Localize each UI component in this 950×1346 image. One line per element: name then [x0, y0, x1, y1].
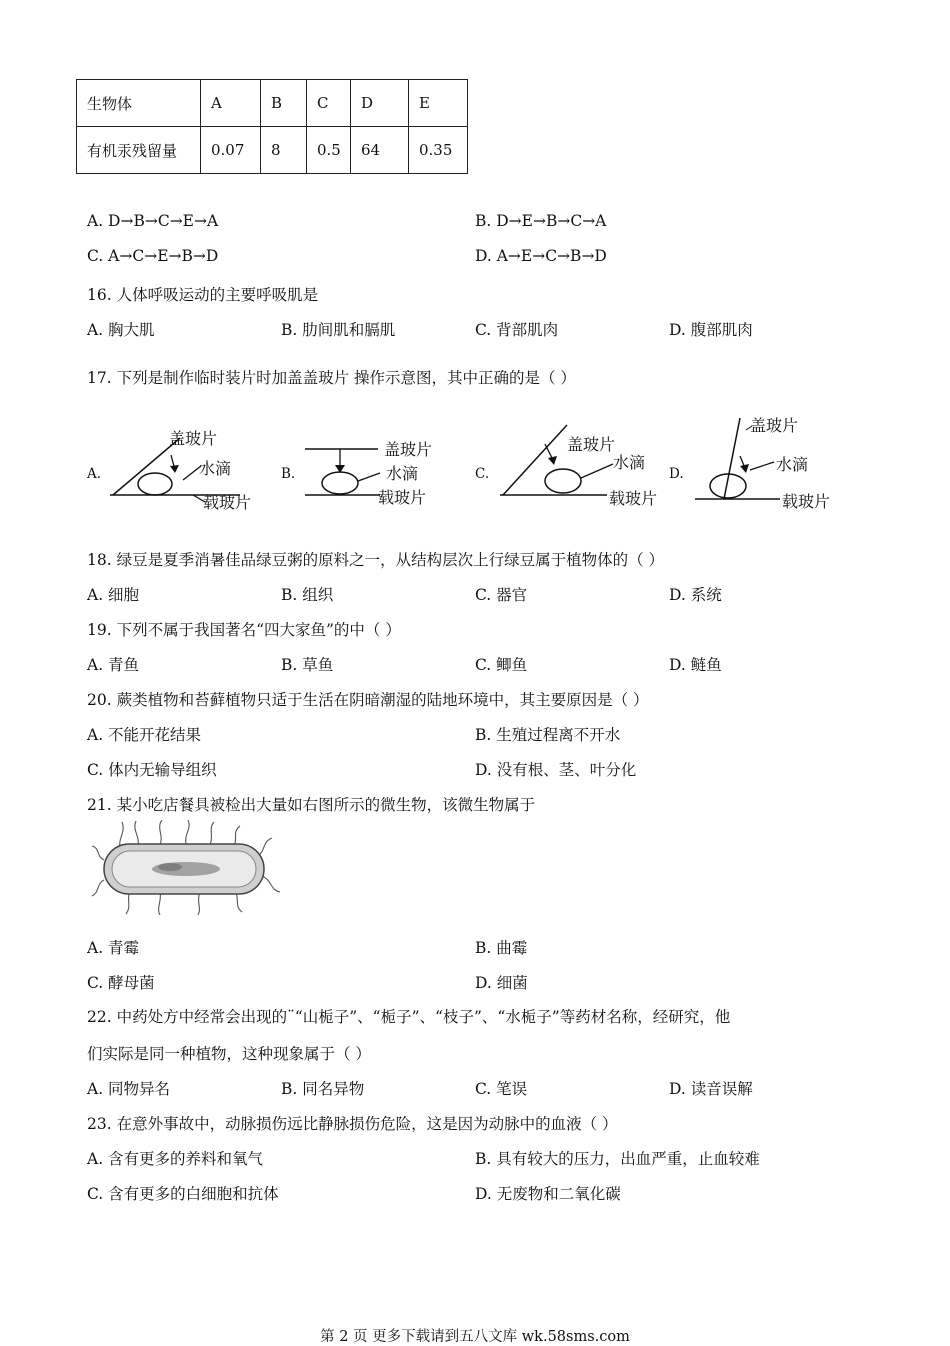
- water-drop-label: 水滴: [613, 453, 646, 472]
- q19-option-b: B. 草鱼: [281, 656, 334, 674]
- coverslip-diagram-a: [105, 420, 265, 515]
- cover-slip-label: 盖玻片: [384, 440, 433, 459]
- table-cell: 0.35: [409, 127, 468, 174]
- table-row: [77, 127, 468, 174]
- q19-stem: 19. 下列不属于我国著名“四大家鱼”的中（ ）: [87, 621, 401, 639]
- q22-option-a: A. 同物异名: [87, 1080, 171, 1098]
- table-cell: C: [307, 80, 351, 127]
- q15-option-c: C. A→C→E→B→D: [87, 247, 219, 265]
- q19-option-c: C. 鲫鱼: [475, 656, 528, 674]
- q18-option-c: C. 器官: [475, 586, 528, 604]
- water-drop-label: 水滴: [386, 464, 419, 483]
- q20-option-a: A. 不能开花结果: [87, 726, 202, 744]
- table-cell: A: [201, 80, 261, 127]
- table-cell: D: [351, 80, 409, 127]
- bacterium-illustration: [90, 820, 285, 915]
- q21-option-c: C. 酵母菌: [87, 974, 155, 992]
- table-cell: 0.5: [307, 127, 351, 174]
- q21-option-a: A. 青霉: [87, 939, 140, 957]
- q23-option-d: D. 无废物和二氧化碳: [475, 1185, 621, 1203]
- q17-option-c-label: C.: [475, 466, 490, 482]
- slide-label: 载玻片: [378, 488, 427, 507]
- q15-option-d: D. A→E→C→B→D: [475, 247, 607, 265]
- q16-option-d: D. 腹部肌肉: [669, 321, 753, 339]
- page-footer: 第 2 页 更多下载请到五八文库 wk.58sms.com: [320, 1329, 630, 1345]
- q22-option-b: B. 同名异物: [281, 1080, 365, 1098]
- q17-option-d-label: D.: [669, 466, 684, 482]
- q20-stem: 20. 蕨类植物和苔藓植物只适于生活在阴暗潮湿的陆地环境中，其主要原因是（ ）: [87, 691, 649, 709]
- table-row: [77, 80, 468, 127]
- table-cell: B: [261, 80, 307, 127]
- q21-stem: 21. 某小吃店餐具被检出大量如右图所示的微生物，该微生物属于: [87, 796, 536, 814]
- cover-slip-label: 盖玻片: [750, 416, 799, 435]
- q15-option-b: B. D→E→B→C→A: [475, 212, 607, 230]
- q22-option-c: C. 笔误: [475, 1080, 528, 1098]
- water-drop-label: 水滴: [199, 459, 232, 478]
- q20-option-c: C. 体内无输导组织: [87, 761, 217, 779]
- q19-option-a: A. 青鱼: [87, 656, 140, 674]
- slide-label: 载玻片: [609, 489, 658, 508]
- table-cell: 64: [351, 127, 409, 174]
- q20-option-d: D. 没有根、茎、叶分化: [475, 761, 637, 779]
- table-cell: E: [409, 80, 468, 127]
- cover-slip-label: 盖玻片: [169, 429, 218, 448]
- q22-stem-line2: 们实际是同一种植物，这种现象属于（ ）: [87, 1045, 371, 1063]
- q17-option-a-label: A.: [87, 466, 102, 482]
- q15-option-a: A. D→B→C→E→A: [87, 212, 219, 230]
- q18-option-d: D. 系统: [669, 586, 722, 604]
- water-drop-label: 水滴: [776, 455, 809, 474]
- q23-option-a: A. 含有更多的养料和氧气: [87, 1150, 264, 1168]
- coverslip-diagram-d: [690, 408, 850, 518]
- slide-label: 载玻片: [203, 493, 252, 512]
- table-cell: 生物体: [77, 80, 201, 127]
- q23-option-c: C. 含有更多的白细胞和抗体: [87, 1185, 279, 1203]
- coverslip-diagram-c: [495, 420, 675, 515]
- q16-option-c: C. 背部肌肉: [475, 321, 559, 339]
- q18-stem: 18. 绿豆是夏季消暑佳品绿豆粥的原料之一，从结构层次上行绿豆属于植物体的（ ）: [87, 551, 665, 569]
- q18-option-a: A. 细胞: [87, 586, 140, 604]
- mercury-residue-table: [76, 79, 468, 174]
- q16-stem: 16. 人体呼吸运动的主要呼吸肌是: [87, 286, 319, 304]
- table-cell: 8: [261, 127, 307, 174]
- q22-option-d: D. 读音误解: [669, 1080, 753, 1098]
- table-cell: 有机汞残留量: [77, 127, 201, 174]
- coverslip-diagram-b: [300, 435, 450, 520]
- q20-option-b: B. 生殖过程离不开水: [475, 726, 621, 744]
- cover-slip-label: 盖玻片: [567, 435, 616, 454]
- slide-label: 载玻片: [782, 492, 831, 511]
- table-cell: 0.07: [201, 127, 261, 174]
- q18-option-b: B. 组织: [281, 586, 334, 604]
- q23-stem: 23. 在意外事故中，动脉损伤远比静脉损伤危险，这是因为动脉中的血液（ ）: [87, 1115, 618, 1133]
- q17-stem: 17. 下列是制作临时装片时加盖盖玻片 操作示意图，其中正确的是（ ）: [87, 369, 576, 387]
- q19-option-d: D. 鲢鱼: [669, 656, 722, 674]
- q21-option-b: B. 曲霉: [475, 939, 528, 957]
- q21-option-d: D. 细菌: [475, 974, 528, 992]
- q22-stem-line1: 22. 中药处方中经常会出现的¨“山栀子”、“栀子”、“枝子”、“水栀子”等药材名称，经研究，他: [87, 1008, 731, 1026]
- q16-option-a: A. 胸大肌: [87, 321, 155, 339]
- q23-option-b: B. 具有较大的压力，出血严重，止血较难: [475, 1150, 760, 1168]
- q17-option-b-label: B.: [281, 466, 296, 482]
- q16-option-b: B. 肋间肌和膈肌: [281, 321, 396, 339]
